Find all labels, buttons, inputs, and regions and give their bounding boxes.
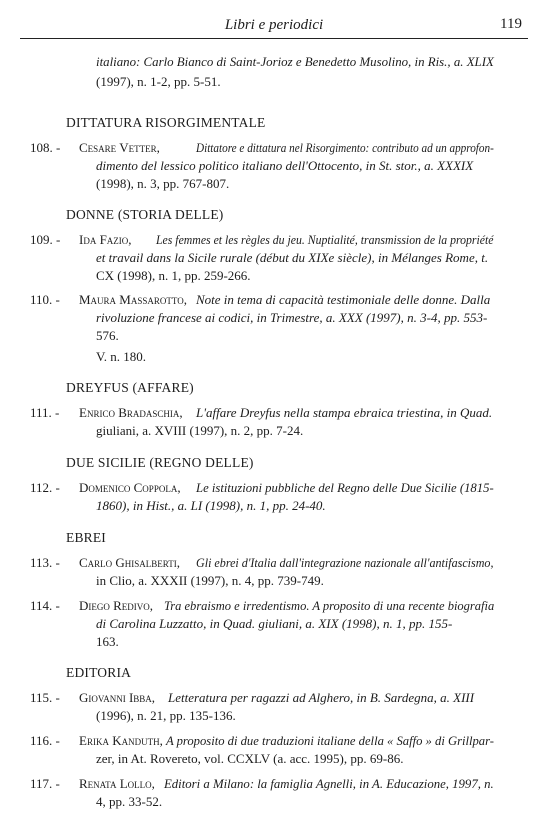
entry-line: dimento del lessico politico italiano dell'Ottocento, in St. stor., a. XXXIX <box>96 158 474 173</box>
entry-number: 114. - <box>30 598 60 613</box>
entry-number: 108. - <box>30 140 61 155</box>
entry-number: 111. - <box>30 405 60 420</box>
page-number: 119 <box>500 16 522 32</box>
entry-author: Renata Lollo, <box>79 776 155 791</box>
section-heading: DITTATURA RISORGIMENTALE <box>66 115 266 130</box>
entry-line: (1998), n. 3, pp. 767-807. <box>96 176 230 191</box>
entry-line: giuliani, a. XVIII (1997), n. 2, pp. 7-24. <box>96 423 304 438</box>
entry-line: (1996), n. 21, pp. 135-136. <box>96 708 236 723</box>
entry-line: in Clio, a. XXXII (1997), n. 4, pp. 739-749. <box>96 573 324 588</box>
entry-line: Les femmes et les règles du jeu. Nuptialité, transmission de la propriété <box>156 232 494 247</box>
entry-line: 4, pp. 33-52. <box>96 794 163 809</box>
entry-line: Letteratura per ragazzi ad Alghero, in B. Sardegna, a. XIII <box>168 690 475 705</box>
entry-author: Maura Massarotto, <box>79 292 187 307</box>
entry-author: Erika Kanduth, <box>79 733 163 748</box>
entry-line: Dittatore e dittatura nel Risorgimento: contributo ad un approfon- <box>196 140 494 155</box>
entry-line: A proposito di due traduzioni italiane della « Saffo » di Grillpar- <box>166 733 494 748</box>
section-heading: EBREI <box>66 530 106 545</box>
continuation-line: (1997), n. 1-2, pp. 5-51. <box>96 74 221 89</box>
continuation-line: italiano: Carlo Bianco di Saint-Jorioz e Benedetto Musolino, in Ris., a. XLIX <box>96 54 494 69</box>
entry-line: di Carolina Luzzatto, in Quad. giuliani, a. XIX (1998), n. 1, pp. 155- <box>96 616 453 631</box>
entry-author: Enrico Bradaschia, <box>79 405 183 420</box>
entry-number: 109. - <box>30 232 61 247</box>
section-heading: DUE SICILIE (REGNO DELLE) <box>66 455 254 470</box>
running-title: Libri e periodici <box>224 17 324 33</box>
entry-line: CX (1998), n. 1, pp. 259-266. <box>96 268 251 283</box>
entry-line: Gli ebrei d'Italia dall'integrazione nazionale all'antifascismo, <box>196 555 494 570</box>
entry-author: Carlo Ghisalberti, <box>79 555 181 570</box>
entry-number: 115. - <box>30 690 60 705</box>
entry-note: V. n. 180. <box>96 349 146 364</box>
entry-author: Diego Redivo, <box>79 598 154 613</box>
entry-author: Giovanni Ibba, <box>79 690 156 705</box>
section-heading: DREYFUS (AFFARE) <box>66 380 194 395</box>
entry-line: Editori a Milano: la famiglia Agnelli, in A. Educazione, 1997, n. <box>164 776 494 791</box>
entry-number: 112. - <box>30 480 60 495</box>
entry-line: et travail dans la Sicile rurale (début du XIXe siècle), in Mélanges Rome, t. <box>96 250 489 265</box>
running-header <box>20 16 528 39</box>
entry-author: Cesare Vetter, <box>79 140 160 155</box>
entry-line: 576. <box>96 328 119 343</box>
entry-line: rivoluzione francese ai codici, in Trimestre, a. XXX (1997), n. 3-4, pp. 553- <box>96 310 488 325</box>
entry-author: Domenico Coppola, <box>79 480 181 495</box>
entry-line: 1860), in Hist., a. LI (1998), n. 1, pp. 24-40. <box>96 498 326 513</box>
entry-number: 110. - <box>30 292 60 307</box>
entry-line: 163. <box>96 634 119 649</box>
entry-line: Note in tema di capacità testimoniale delle donne. Dalla <box>196 292 491 307</box>
entry-number: 113. - <box>30 555 60 570</box>
entry-line: zer, in At. Rovereto, vol. CCXLV (a. acc. 1995), pp. 69-86. <box>96 751 404 766</box>
section-heading: DONNE (STORIA DELLE) <box>66 207 224 222</box>
entry-line: Le istituzioni pubbliche del Regno delle Due Sicilie (1815- <box>196 480 494 495</box>
entry-number: 116. - <box>30 733 60 748</box>
entry-author: Ida Fazio, <box>79 232 132 247</box>
entry-line: Tra ebraismo e irredentismo. A proposito di una recente biografia <box>164 598 495 613</box>
section-heading: EDITORIA <box>66 665 132 680</box>
entry-line: L'affare Dreyfus nella stampa ebraica triestina, in Quad. <box>196 405 493 420</box>
entry-number: 117. - <box>30 776 60 791</box>
